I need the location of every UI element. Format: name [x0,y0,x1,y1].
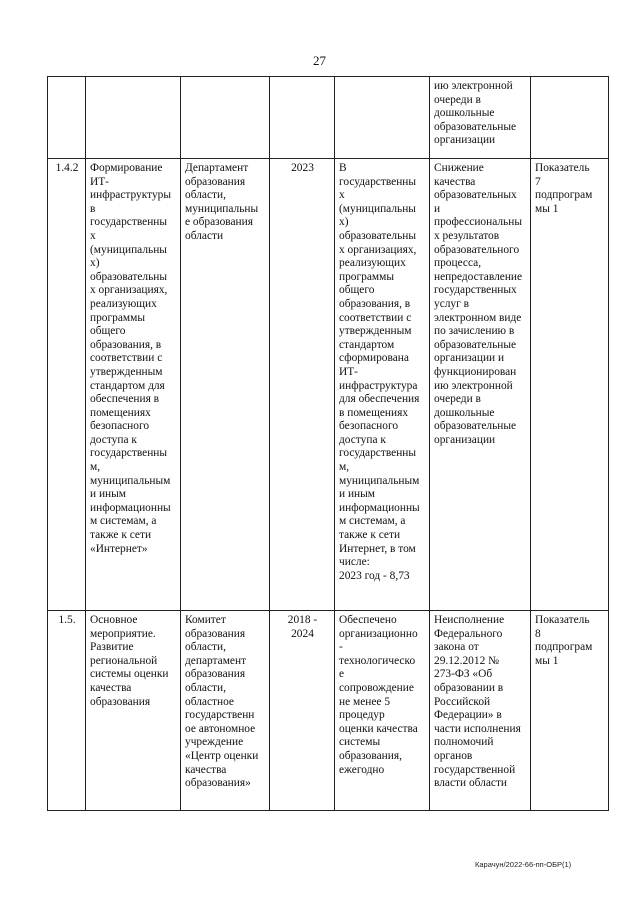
cell-link: Показатель 7 подпрограм мы 1 [531,159,609,611]
cell-consequence: Снижение качества образовательных и профессиональны х результатов образовательного процесса, непредоставление государственных услуг в электронном виде по зачислению в образовательные организации и функционирован ию электронной очереди в дошкольные образовательные организации [430,159,531,611]
cell-name [86,77,181,159]
cell-executor [181,77,270,159]
cell-year: 2023 [270,159,335,611]
cell-num: 1.4.2 [48,159,86,611]
table-row-continuation [48,77,609,159]
cell-executor: Комитет образования области, департамент образования области, областное государственн ое автономное учреждение «Центр оценки качества образования» [181,611,270,811]
cell-link: Показатель 8 подпрограм мы 1 [531,611,609,811]
table-row-1-5 [48,611,609,811]
cell-consequence: Неисполнение Федерального закона от 29.12.2012 № 273-ФЗ «Об образовании в Российской Федерации» в части исполнения полномочий органов государственной власти области [430,611,531,811]
cell-name: Основное мероприятие. Развитие региональной системы оценки качества образования [86,611,181,811]
table-row-1-4-2 [48,159,609,611]
cell-num [48,77,86,159]
cell-result: В государственны х (муниципальны х) образовательны х организациях, реализующих программы общего образования, в соответствии с утвержденным стандартом сформирована ИТ- инфраструктура для обеспечения в помещениях безопасного доступа к государственны м, муниципальным и иным информационны м системам, а также к сети Интернет, в том числе: 2023 год - 8,73 [335,159,430,611]
cell-executor: Департамент образования области, муниципальны е образования области [181,159,270,611]
document-code: Карачун/2022-66-пп-ОБР(1) [475,860,572,869]
cell-result [335,77,430,159]
cell-result: Обеспечено организационно - технологическо е сопровождение не менее 5 процедур оценки качества системы образования, ежегодно [335,611,430,811]
cell-num: 1.5. [48,611,86,811]
cell-consequence: ию электронной очереди в дошкольные образовательные организации [430,77,531,159]
page-number: 27 [313,53,326,68]
cell-link [531,77,609,159]
cell-year: 2018 - 2024 [270,611,335,811]
measures-table [47,76,609,811]
cell-name: Формирование ИТ- инфраструктуры в государственны х (муниципальны х) образовательны х организациях, реализующих программы общего образования, в соответствии с утвержденным стандартом для обеспечения в помещениях безопасного доступа к государственны м, муниципальным и иным информационны м системам, а также к сети «Интернет» [86,159,181,611]
cell-year [270,77,335,159]
